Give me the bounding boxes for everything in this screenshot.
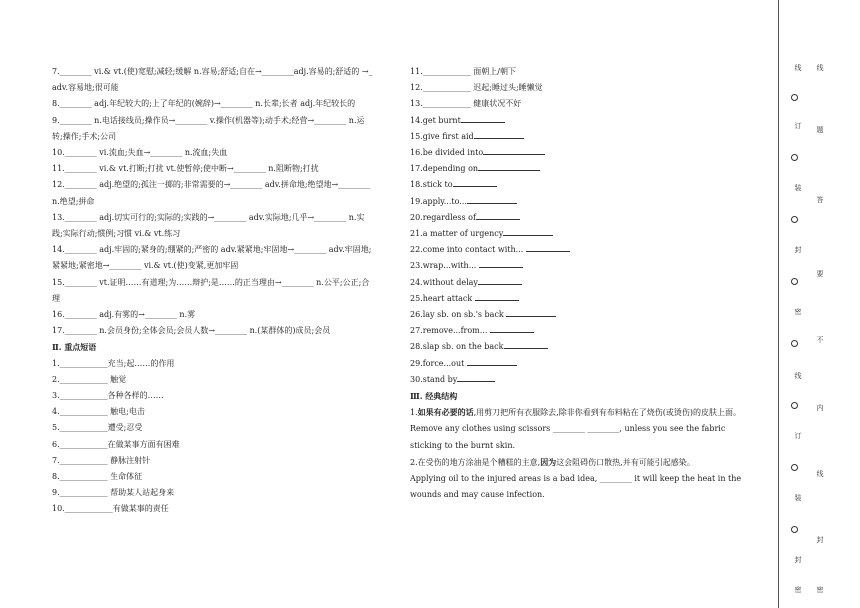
binding-char: 订 [794, 432, 802, 439]
binding-margin-inner [810, 56, 824, 604]
phrase-item-4: 4.____________ 触电;电击 [52, 407, 145, 417]
phrase-item-30: 30.stand by [410, 372, 758, 388]
binding-char: 订 [794, 122, 802, 129]
binding-char: 答 [816, 196, 824, 203]
vocab-item-14-cont: 紧紧地;紧密地→________ vi.& vt.(使)变紧,更加牢固 [52, 261, 239, 271]
vocab-item-9: 9.________ n.电话接线员;操作员→________ v.操作(机器等);动手术;经营→________ n.运 [52, 115, 365, 125]
phrase-item-17: 17.depending on [410, 161, 758, 177]
binding-char: 密 [816, 586, 824, 593]
phrase-item-20: 20.regardless of [410, 210, 758, 226]
binding-char: 装 [794, 184, 802, 191]
phrase-item-29: 29.force...out [410, 356, 758, 372]
binding-char: 要 [816, 270, 824, 277]
phrase-item-16: 16.be divided into [410, 145, 758, 161]
vocab-item-12: 12.________ adj.绝望的;孤注一掷的;非常需要的→________ adv.拼命地;绝望地→________ [52, 180, 371, 190]
vocab-item-15: 15.________ vt.证明……有道理;为……辩护;是……的正当理由→________ n.公平;公正;合 [52, 277, 370, 287]
structure-2-chinese: 2.在受伤的地方涂油是个糟糕的主意,因为这会阻碍伤口散热,并有可能引起感染。 [410, 456, 695, 467]
phrase-item-1: 1.____________充当;起……的作用 [52, 358, 175, 368]
vocab-item-12-cont: n.绝望;拼命 [52, 196, 95, 206]
phrase-item-21: 21.a matter of urgency [410, 226, 758, 242]
binding-char: 线 [794, 372, 802, 379]
section-heading-phrases: Ⅱ. 重点短语 [52, 342, 97, 353]
phrase-item-13: 13.____________ 健康状况不好 [410, 99, 522, 109]
binding-hole [791, 464, 798, 471]
binding-char: 线 [816, 470, 824, 477]
binding-hole [791, 526, 798, 533]
binding-char: 内 [816, 404, 824, 411]
phrase-item-10: 10.____________有做某事的责任 [52, 504, 169, 514]
vocab-item-11: 11.________ vi.& vt.打断;打扰 vt.使暂停;使中断→________ n.阻断物;打扰 [52, 164, 319, 174]
binding-char: 密 [794, 308, 802, 315]
binding-char: 封 [794, 246, 802, 253]
phrase-item-3: 3.____________各种各样的…… [52, 391, 164, 401]
phrase-item-25: 25.heart attack [410, 291, 758, 307]
phrase-item-5: 5.____________遭受;忍受 [52, 423, 143, 433]
vocab-item-10: 10.________ vi.流血;失血→________ n.流血;失血 [52, 148, 228, 158]
structure-2-english: Applying oil to the injured areas is a bad idea, ________ it will keep the heat in the wounds and may cause infection. [410, 474, 742, 500]
phrase-item-22: 22.come into contact with... [410, 242, 758, 258]
section-heading-structures: Ⅲ. 经典结构 [410, 391, 458, 402]
vocab-item-7: 7.________ vi.& vt.(使)宽慰;减轻;缓解 n.容易;舒适;自在→________adj.容易的;舒适的 →_ [52, 67, 373, 76]
binding-char: 线 [816, 64, 824, 71]
phrase-item-8: 8.____________ 生命体征 [52, 472, 143, 482]
binding-hole [791, 94, 798, 101]
right-column [410, 64, 758, 503]
phrase-item-9: 9.____________ 帮助某人站起身来 [52, 488, 175, 498]
structure-1-english: Remove any clothes using scissors ________ ________, unless you see the fabric sticking to the burnt skin. [410, 424, 726, 450]
binding-char: 题 [816, 126, 824, 133]
phrase-item-28: 28.slap sb. on the back [410, 339, 758, 355]
binding-hole [791, 154, 798, 161]
phrase-item-2: 2.____________ 触觉 [52, 374, 127, 384]
vocab-item-13-cont: 践;实际行动;惯例;习惯 vi.& vt.练习 [52, 229, 181, 239]
phrase-item-26: 26.lay sb. on sb.'s back [410, 307, 758, 323]
vocab-item-13: 13.________ adj.切实可行的;实际的;实践的→________ adv.实际地;几乎→________ n.实 [52, 212, 365, 222]
phrase-item-7: 7.____________ 静脉注射针 [52, 455, 151, 465]
binding-char: 封 [816, 536, 824, 543]
vocab-item-8: 8.________ adj.年纪较大的;上了年纪的(婉辞)→________ n.长辈;长者 adj.年纪较长的 [52, 99, 356, 109]
vocab-item-17: 17.________ n.会员身份;全体会员;会员人数→________ n.(某群体的)成员;会员 [52, 326, 331, 336]
binding-char: 封 [794, 556, 802, 563]
binding-hole [791, 340, 798, 347]
binding-char: 密 [794, 586, 802, 593]
phrase-item-6: 6.____________在做某事方面有困难 [52, 439, 180, 449]
binding-hole [791, 402, 798, 409]
phrase-item-15: 15.give first aid [410, 129, 758, 145]
phrase-item-23: 23.wrap...with... [410, 258, 758, 274]
binding-hole [791, 278, 798, 285]
vocab-item-7-cont: adv.容易地;很可能 [52, 83, 119, 93]
binding-char: 不 [816, 336, 824, 343]
vocab-item-15-cont: 理 [52, 293, 60, 303]
phrase-item-19: 19.apply...to... [410, 194, 758, 210]
vocab-item-9-cont: 转;操作;手术;公司 [52, 131, 117, 141]
vocab-item-16: 16.________ adj.有雾的→________ n.雾 [52, 310, 196, 320]
left-column [52, 64, 394, 518]
phrase-item-14: 14.get burnt [410, 113, 758, 129]
phrase-item-12: 12.____________ 迟起;睡过头;睡懒觉 [410, 83, 543, 93]
phrase-item-11: 11.____________ 面朝上/朝下 [410, 67, 516, 76]
phrase-item-18: 18.stick to [410, 177, 758, 193]
phrase-item-24: 24.without delay [410, 275, 758, 291]
phrase-item-27: 27.remove...from... [410, 323, 758, 339]
binding-margin-outer [788, 56, 802, 604]
binding-hole [791, 216, 798, 223]
structure-1-chinese: 1.如果有必要的话,用剪刀把所有衣服除去,除非你看到有布料粘在了烧伤(或烫伤)的皮肤上面。 [410, 407, 741, 418]
vocab-item-14: 14.________ adj.牢固的;紧身的;绷紧的;严密的 adv.紧紧地;牢固地→________ adv.牢固地; [52, 245, 372, 255]
binding-line [778, 0, 779, 608]
binding-char: 装 [794, 494, 802, 501]
binding-char: 线 [794, 64, 802, 71]
